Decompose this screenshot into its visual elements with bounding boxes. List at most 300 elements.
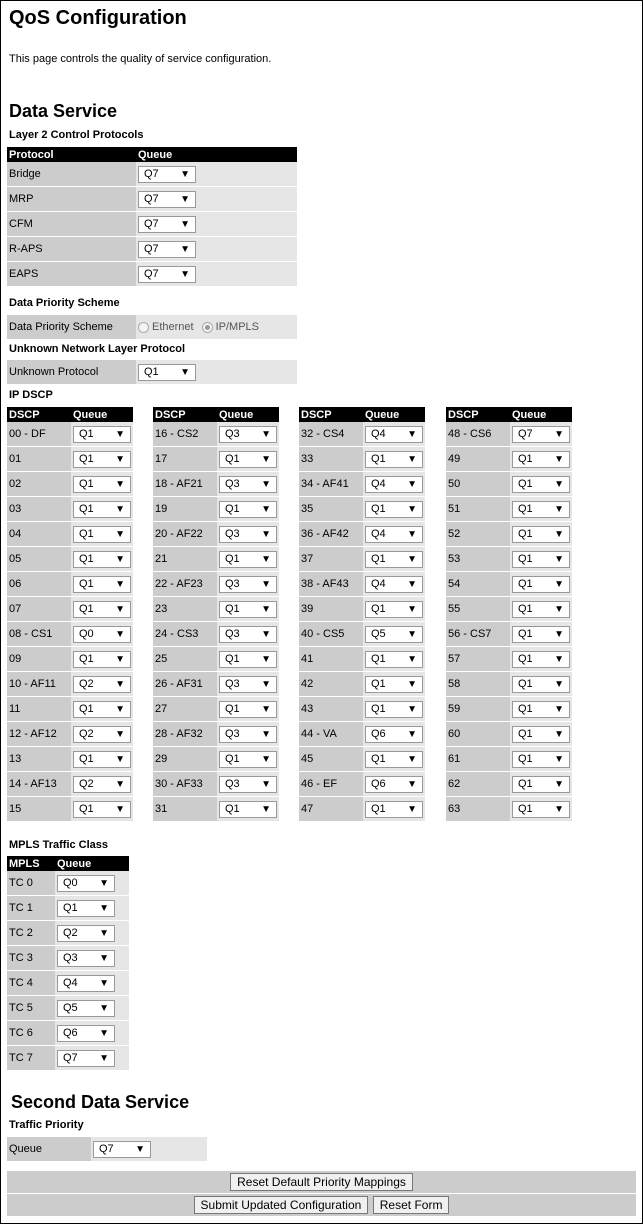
radio-ethernet[interactable]	[138, 322, 149, 333]
table-row	[299, 722, 425, 747]
dscp-code: 48 - CS6	[446, 422, 510, 447]
table-row	[153, 522, 279, 547]
dscp-queue-select[interactable]	[365, 676, 423, 693]
dscp-queue-select-value: Q1	[518, 577, 533, 590]
mpls-queue-select-value: Q4	[63, 976, 78, 989]
mpls-tc: TC 6	[7, 1021, 55, 1046]
dscp-queue-select[interactable]	[219, 551, 277, 568]
dscp-queue-cell	[510, 772, 572, 797]
dscp-queue-select[interactable]	[512, 651, 570, 668]
table-row	[153, 672, 279, 697]
protocol-queue-select[interactable]	[138, 216, 196, 233]
dscp-code: 10 - AF11	[7, 672, 71, 697]
dscp-queue-select-value: Q1	[518, 452, 533, 465]
dscp-queue-select[interactable]	[365, 576, 423, 593]
dscp-queue-select[interactable]	[73, 576, 131, 593]
reset-default-mappings-button[interactable]: Reset Default Priority Mappings	[230, 1173, 413, 1191]
protocol-queue-select[interactable]	[138, 241, 196, 258]
dscp-queue-select[interactable]	[219, 576, 277, 593]
chevron-down-icon: ▼	[115, 578, 125, 590]
dscp-code: 20 - AF22	[153, 522, 217, 547]
dscp-queue-cell	[217, 797, 279, 822]
chevron-down-icon: ▼	[554, 528, 564, 540]
dscp-heading: IP DSCP	[9, 389, 53, 401]
table-row	[7, 497, 133, 522]
table-row	[7, 422, 133, 447]
table-row	[7, 946, 129, 971]
dscp-queue-select[interactable]	[73, 501, 131, 518]
dscp-queue-select[interactable]	[512, 626, 570, 643]
dscp-code: 56 - CS7	[446, 622, 510, 647]
dscp-queue-cell	[510, 472, 572, 497]
protocol-queue-select-value: Q7	[144, 167, 159, 180]
dscp-queue-select-value: Q4	[371, 527, 386, 540]
dscp-queue-select[interactable]	[512, 476, 570, 493]
table-row	[299, 547, 425, 572]
table-row	[7, 622, 133, 647]
table-row	[446, 772, 572, 797]
chevron-down-icon: ▼	[407, 778, 417, 790]
radio-ipmpls-label: IP/MPLS	[215, 321, 259, 334]
dscp-code: 34 - AF41	[299, 472, 363, 497]
dscp-code: 30 - AF33	[153, 772, 217, 797]
col-dscp-queue: Queue	[217, 407, 279, 422]
dscp-queue-select-value: Q1	[79, 577, 94, 590]
mpls-tc: TC 7	[7, 1046, 55, 1071]
unknown-protocol-table	[7, 360, 297, 385]
chevron-down-icon: ▼	[407, 503, 417, 515]
dscp-queue-select[interactable]	[512, 751, 570, 768]
dscp-queue-select[interactable]	[219, 626, 277, 643]
dscp-code: 37	[299, 547, 363, 572]
table-row	[299, 747, 425, 772]
dscp-queue-select[interactable]	[219, 601, 277, 618]
dscp-queue-select[interactable]	[73, 626, 131, 643]
table-row	[7, 162, 297, 187]
dscp-queue-cell	[217, 772, 279, 797]
traffic-priority-cell	[91, 1137, 207, 1162]
dscp-code: 55	[446, 597, 510, 622]
dscp-queue-select-value: Q1	[518, 727, 533, 740]
dscp-code: 42	[299, 672, 363, 697]
dscp-queue-select-value: Q1	[518, 677, 533, 690]
dscp-queue-cell	[71, 747, 133, 772]
dscp-queue-select[interactable]	[512, 501, 570, 518]
chevron-down-icon: ▼	[261, 503, 271, 515]
dscp-queue-cell	[217, 747, 279, 772]
dscp-code: 08 - CS1	[7, 622, 71, 647]
table-row	[299, 772, 425, 797]
chevron-down-icon: ▼	[115, 553, 125, 565]
mpls-queue-select[interactable]	[57, 875, 115, 892]
dscp-queue-select[interactable]	[512, 676, 570, 693]
dscp-queue-select[interactable]	[219, 801, 277, 818]
dscp-queue-cell	[510, 647, 572, 672]
dscp-queue-select[interactable]	[73, 451, 131, 468]
dscp-queue-select[interactable]	[365, 451, 423, 468]
dscp-code: 17	[153, 447, 217, 472]
table-row	[153, 597, 279, 622]
protocol-queue-select[interactable]	[138, 266, 196, 283]
traffic-priority-select[interactable]	[93, 1141, 151, 1158]
dscp-queue-select[interactable]	[73, 751, 131, 768]
dscp-code: 33	[299, 447, 363, 472]
dscp-queue-cell	[510, 422, 572, 447]
dscp-queue-select-value: Q1	[518, 502, 533, 515]
dscp-queue-select[interactable]	[512, 801, 570, 818]
dscp-queue-select-value: Q1	[371, 452, 386, 465]
dscp-queue-select[interactable]	[219, 751, 277, 768]
dscp-code: 26 - AF31	[153, 672, 217, 697]
dscp-queue-select[interactable]	[512, 526, 570, 543]
dscp-queue-select[interactable]	[365, 751, 423, 768]
mpls-table	[7, 856, 129, 1071]
mpls-queue-select[interactable]	[57, 975, 115, 992]
unknown-protocol-value: Q1	[144, 365, 159, 378]
table-row	[153, 772, 279, 797]
dscp-queue-select[interactable]	[512, 601, 570, 618]
dscp-queue-select[interactable]	[512, 451, 570, 468]
table-row	[299, 422, 425, 447]
table-row	[7, 597, 133, 622]
dscp-queue-select[interactable]	[365, 426, 423, 443]
protocol-queue-select-value: Q7	[144, 242, 159, 255]
dscp-queue-select[interactable]	[73, 726, 131, 743]
dscp-queue-cell	[363, 472, 425, 497]
dscp-queue-select-value: Q1	[518, 752, 533, 765]
dscp-queue-select[interactable]	[73, 676, 131, 693]
chevron-down-icon: ▼	[554, 778, 564, 790]
dscp-code: 22 - AF23	[153, 572, 217, 597]
chevron-down-icon: ▼	[554, 653, 564, 665]
dscp-queue-select-value: Q1	[225, 652, 240, 665]
dscp-code: 51	[446, 497, 510, 522]
table-row	[153, 497, 279, 522]
mpls-tc: TC 2	[7, 921, 55, 946]
mpls-queue-select[interactable]	[57, 925, 115, 942]
traffic-priority-value: Q7	[99, 1142, 114, 1155]
dscp-queue-cell	[363, 672, 425, 697]
mpls-queue-select[interactable]	[57, 950, 115, 967]
dscp-queue-cell	[217, 672, 279, 697]
col-dscp: DSCP	[299, 407, 363, 422]
dscp-queue-select-value: Q3	[225, 527, 240, 540]
table-row	[7, 212, 297, 237]
unknown-protocol-select[interactable]	[138, 364, 196, 381]
dscp-queue-select-value: Q1	[79, 477, 94, 490]
submit-bar	[7, 1194, 636, 1216]
dscp-code: 18 - AF21	[153, 472, 217, 497]
mpls-queue-select[interactable]	[57, 1025, 115, 1042]
table-row	[153, 547, 279, 572]
dscp-queue-select-value: Q1	[371, 752, 386, 765]
protocol-queue-select[interactable]	[138, 191, 196, 208]
mpls-queue-select-value: Q2	[63, 926, 78, 939]
table-row	[446, 447, 572, 472]
chevron-down-icon: ▼	[115, 603, 125, 615]
table-row	[446, 522, 572, 547]
protocol-name: Bridge	[7, 162, 136, 187]
protocol-name: CFM	[7, 212, 136, 237]
dscp-queue-cell	[510, 672, 572, 697]
dscp-queue-select-value: Q1	[371, 677, 386, 690]
dscp-queue-select[interactable]	[219, 526, 277, 543]
dscp-queue-select[interactable]	[512, 701, 570, 718]
mpls-queue-select-value: Q3	[63, 951, 78, 964]
dscp-queue-select[interactable]	[365, 776, 423, 793]
protocol-queue-select-value: Q7	[144, 267, 159, 280]
traffic-priority-heading: Traffic Priority	[9, 1119, 84, 1131]
dscp-queue-cell	[71, 672, 133, 697]
page-title: QoS Configuration	[9, 7, 187, 29]
traffic-priority-label: Queue	[7, 1137, 91, 1162]
dscp-queue-select-value: Q3	[225, 727, 240, 740]
mpls-queue-cell	[55, 946, 129, 971]
dscp-queue-select-value: Q6	[371, 777, 386, 790]
chevron-down-icon: ▼	[115, 653, 125, 665]
mpls-queue-cell	[55, 996, 129, 1021]
mpls-queue-cell	[55, 1021, 129, 1046]
dscp-queue-select[interactable]	[512, 551, 570, 568]
mpls-queue-cell	[55, 921, 129, 946]
dscp-code: 54	[446, 572, 510, 597]
dscp-code: 02	[7, 472, 71, 497]
chevron-down-icon: ▼	[99, 1002, 109, 1014]
col-dscp: DSCP	[153, 407, 217, 422]
mpls-tc: TC 4	[7, 971, 55, 996]
dscp-queue-select[interactable]	[73, 701, 131, 718]
dscp-queue-select[interactable]	[73, 601, 131, 618]
mpls-queue-select[interactable]	[57, 900, 115, 917]
table-row	[299, 472, 425, 497]
dscp-queue-select[interactable]	[219, 451, 277, 468]
dscp-queue-select-value: Q3	[225, 427, 240, 440]
chevron-down-icon: ▼	[407, 603, 417, 615]
dscp-code: 63	[446, 797, 510, 822]
dscp-queue-cell	[71, 597, 133, 622]
table-row	[446, 472, 572, 497]
dscp-queue-select[interactable]	[73, 551, 131, 568]
mpls-queue-select[interactable]	[57, 1050, 115, 1067]
dscp-queue-cell	[71, 697, 133, 722]
dscp-queue-select[interactable]	[365, 601, 423, 618]
table-row	[7, 522, 133, 547]
dscp-code: 07	[7, 597, 71, 622]
chevron-down-icon: ▼	[407, 678, 417, 690]
dscp-queue-cell	[363, 772, 425, 797]
dscp-code: 35	[299, 497, 363, 522]
table-row	[7, 722, 133, 747]
dscp-code: 43	[299, 697, 363, 722]
chevron-down-icon: ▼	[135, 1143, 145, 1155]
dscp-queue-select[interactable]	[365, 551, 423, 568]
dscp-queue-select-value: Q4	[371, 577, 386, 590]
mpls-queue-cell	[55, 896, 129, 921]
dscp-code: 57	[446, 647, 510, 672]
unknown-protocol-label: Unknown Protocol	[7, 360, 136, 385]
l2-protocol-table	[7, 147, 297, 287]
dscp-queue-select-value: Q1	[518, 527, 533, 540]
dscp-queue-cell	[510, 722, 572, 747]
chevron-down-icon: ▼	[115, 528, 125, 540]
protocol-queue-cell	[136, 237, 297, 262]
col-dscp: DSCP	[446, 407, 510, 422]
chevron-down-icon: ▼	[554, 503, 564, 515]
chevron-down-icon: ▼	[554, 553, 564, 565]
dscp-queue-cell	[217, 647, 279, 672]
chevron-down-icon: ▼	[99, 1027, 109, 1039]
dscp-queue-select[interactable]	[219, 701, 277, 718]
dscp-queue-select-value: Q1	[371, 652, 386, 665]
col-protocol: Protocol	[7, 147, 136, 162]
table-row	[299, 522, 425, 547]
dscp-queue-select-value: Q1	[225, 502, 240, 515]
reset-form-button[interactable]: Reset Form	[373, 1196, 450, 1214]
second-service-heading: Second Data Service	[11, 1092, 190, 1112]
dscp-queue-select[interactable]	[365, 476, 423, 493]
dscp-code: 11	[7, 697, 71, 722]
submit-configuration-button[interactable]: Submit Updated Configuration	[194, 1196, 369, 1214]
mpls-queue-select-value: Q7	[63, 1051, 78, 1064]
dscp-queue-select[interactable]	[365, 651, 423, 668]
chevron-down-icon: ▼	[407, 653, 417, 665]
dscp-queue-cell	[71, 797, 133, 822]
dscp-code: 49	[446, 447, 510, 472]
dscp-queue-select[interactable]	[219, 426, 277, 443]
dscp-table	[7, 407, 133, 822]
mpls-queue-select[interactable]	[57, 1000, 115, 1017]
dscp-code: 38 - AF43	[299, 572, 363, 597]
dscp-queue-select-value: Q2	[79, 777, 94, 790]
radio-ethernet-label: Ethernet	[152, 321, 194, 334]
chevron-down-icon: ▼	[407, 728, 417, 740]
dscp-queue-select[interactable]	[365, 501, 423, 518]
mpls-tc: TC 1	[7, 896, 55, 921]
chevron-down-icon: ▼	[407, 453, 417, 465]
dscp-queue-cell	[363, 497, 425, 522]
dscp-queue-select[interactable]	[365, 526, 423, 543]
chevron-down-icon: ▼	[407, 628, 417, 640]
table-row	[153, 447, 279, 472]
table-row	[446, 572, 572, 597]
dscp-queue-cell	[71, 447, 133, 472]
dscp-queue-select[interactable]	[512, 426, 570, 443]
dscp-queue-select-value: Q1	[371, 802, 386, 815]
dscp-queue-select[interactable]	[512, 776, 570, 793]
dscp-queue-select[interactable]	[73, 476, 131, 493]
table-row	[446, 422, 572, 447]
dscp-queue-select[interactable]	[73, 426, 131, 443]
dscp-code: 58	[446, 672, 510, 697]
table-row	[299, 622, 425, 647]
dscp-code: 13	[7, 747, 71, 772]
dscp-queue-cell	[363, 722, 425, 747]
dscp-code: 52	[446, 522, 510, 547]
dscp-queue-select[interactable]	[512, 726, 570, 743]
dscp-code: 29	[153, 747, 217, 772]
dscp-queue-select[interactable]	[219, 726, 277, 743]
dscp-queue-select-value: Q1	[518, 602, 533, 615]
dscp-queue-select-value: Q0	[79, 627, 94, 640]
chevron-down-icon: ▼	[554, 453, 564, 465]
table-row	[446, 722, 572, 747]
protocol-queue-cell	[136, 212, 297, 237]
dscp-queue-select-value: Q1	[371, 602, 386, 615]
dscp-queue-select[interactable]	[73, 776, 131, 793]
dscp-queue-select-value: Q1	[518, 627, 533, 640]
table-row	[153, 472, 279, 497]
dscp-queue-select-value: Q1	[225, 752, 240, 765]
dscp-table	[153, 407, 279, 822]
dscp-queue-select[interactable]	[365, 726, 423, 743]
table-row	[446, 697, 572, 722]
dscp-queue-select-value: Q2	[79, 727, 94, 740]
dscp-queue-cell	[510, 547, 572, 572]
dscp-queue-cell	[71, 522, 133, 547]
chevron-down-icon: ▼	[554, 478, 564, 490]
dscp-code: 50	[446, 472, 510, 497]
chevron-down-icon: ▼	[115, 678, 125, 690]
chevron-down-icon: ▼	[261, 553, 271, 565]
table-row	[7, 747, 133, 772]
dscp-queue-select[interactable]	[512, 576, 570, 593]
dscp-code: 60	[446, 722, 510, 747]
dscp-code: 03	[7, 497, 71, 522]
dscp-queue-select[interactable]	[219, 501, 277, 518]
radio-ipmpls[interactable]	[202, 322, 213, 333]
dscp-queue-select[interactable]	[219, 651, 277, 668]
dscp-queue-select[interactable]	[73, 651, 131, 668]
chevron-down-icon: ▼	[554, 603, 564, 615]
dscp-queue-select[interactable]	[365, 801, 423, 818]
dscp-queue-select[interactable]	[73, 526, 131, 543]
dscp-queue-select[interactable]	[365, 626, 423, 643]
chevron-down-icon: ▼	[261, 728, 271, 740]
protocol-queue-cell	[136, 162, 297, 187]
dscp-queue-cell	[510, 497, 572, 522]
dscp-queue-cell	[363, 747, 425, 772]
table-row	[446, 797, 572, 822]
protocol-queue-select[interactable]	[138, 166, 196, 183]
dscp-code: 23	[153, 597, 217, 622]
table-row	[7, 921, 129, 946]
chevron-down-icon: ▼	[554, 578, 564, 590]
chevron-down-icon: ▼	[180, 193, 190, 205]
dscp-queue-select[interactable]	[219, 676, 277, 693]
chevron-down-icon: ▼	[99, 927, 109, 939]
chevron-down-icon: ▼	[407, 803, 417, 815]
table-row	[299, 447, 425, 472]
dscp-queue-cell	[217, 497, 279, 522]
dscp-queue-select[interactable]	[219, 476, 277, 493]
dscp-queue-select[interactable]	[365, 701, 423, 718]
protocol-name: MRP	[7, 187, 136, 212]
dscp-queue-select-value: Q5	[371, 627, 386, 640]
dscp-queue-select[interactable]	[73, 801, 131, 818]
col-dscp-queue: Queue	[71, 407, 133, 422]
dscp-queue-cell	[510, 697, 572, 722]
col-dscp: DSCP	[7, 407, 71, 422]
dscp-queue-select[interactable]	[219, 776, 277, 793]
dscp-code: 36 - AF42	[299, 522, 363, 547]
priority-scheme-table	[7, 315, 297, 340]
mpls-queue-select-value: Q0	[63, 876, 78, 889]
dscp-code: 19	[153, 497, 217, 522]
mpls-tc: TC 0	[7, 871, 55, 896]
dscp-queue-select-value: Q1	[518, 777, 533, 790]
dscp-queue-cell	[363, 622, 425, 647]
table-row	[7, 996, 129, 1021]
